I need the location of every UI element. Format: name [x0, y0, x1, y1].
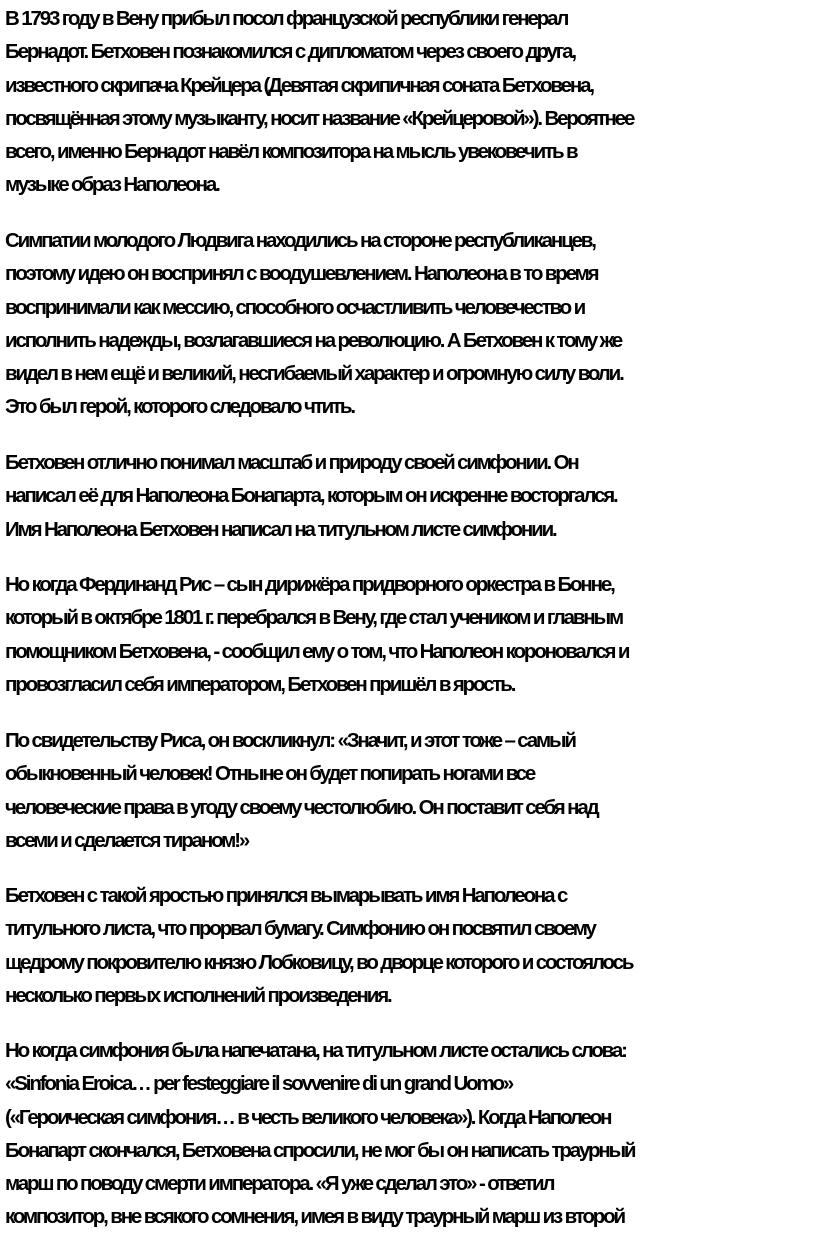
- text-line: помощником Бетховена, - сообщил ему о том, что Наполеон короновался и: [5, 639, 629, 663]
- text-line: («Героическая симфония… в честь великого человека»). Когда Наполеон: [5, 1105, 611, 1129]
- text-line: Имя Наполеона Бетховен написал на титульном листе симфонии.: [5, 517, 556, 541]
- text-line: Бетховен с такой яростью принялся вымарывать имя Наполеона с: [5, 884, 567, 907]
- text-line: Но когда Фердинанд Рис – сын дирижёра придворного оркестра в Бонне,: [5, 573, 614, 596]
- text-line: Но когда симфония была напечатана, на титульном листе остались слова:: [5, 1039, 626, 1062]
- text-line: В 1793 году в Вену прибыл посол французской республики генерал: [5, 7, 568, 30]
- text-line: Бетховен отлично понимал масштаб и природу своей симфонии. Он: [5, 451, 578, 474]
- text-line: исполнить надежды, возлагавшиеся на революцию. А Бетховен к тому же: [5, 328, 622, 352]
- text-line: Бонапарт скончался, Бетховена спросили, не мог бы он написать траурный: [5, 1138, 635, 1162]
- text-line: несколько первых исполнений произведения.: [5, 983, 391, 1007]
- paragraph-5: [5, 724, 816, 857]
- text-line: посвящённая этому музыканту, носит название «Крейцеровой»). Вероятнее: [5, 106, 634, 130]
- text-line: щедрому покровителю князю Лобковицу, во дворце которого и состоялось: [5, 950, 633, 974]
- text-line: Симпатии молодого Людвига находились на стороне республиканцев,: [5, 229, 595, 252]
- text-line: марш по поводу смерти императора. «Я уже сделал это» - ответил: [5, 1172, 554, 1196]
- text-line: всего, именно Бернадот навёл композитора на мысль увековечить в: [5, 140, 577, 164]
- text-line: провозгласил себя императором, Бетховен пришёл в ярость.: [5, 672, 515, 696]
- text-line: По свидетельству Риса, он воскликнул: «Значит, и этот тоже – самый: [5, 729, 575, 752]
- text-line: обыкновенный человек! Отныне он будет попирать ногами все: [5, 762, 535, 786]
- text-line: всеми и сделается тираном!»: [5, 828, 249, 852]
- text-line: известного скрипача Крейцера (Девятая скрипичная соната Бетховена,: [5, 73, 593, 97]
- paragraph-3: [5, 446, 816, 546]
- text-line: написал её для Наполеона Бонапарта, которым он искренне восторгался.: [5, 484, 617, 508]
- text-line: музыке образ Наполеона.: [5, 173, 219, 197]
- text-line: титульного листа, что прорвал бумагу. Симфонию он посвятил своему: [5, 917, 595, 941]
- text-line: композитор, вне всякого сомнения, имея в виду траурный марш из второй: [5, 1205, 625, 1229]
- text-line: Бернадот. Бетховен познакомился с дипломатом через своего друга,: [5, 40, 575, 64]
- paragraph-4: [5, 568, 816, 701]
- paragraph-2: [5, 224, 816, 424]
- text-line: Это был герой, которого следовало чтить.: [5, 395, 354, 419]
- text-line: видел в нем ещё и великий, несгибаемый характер и огромную силу воли.: [5, 362, 623, 386]
- text-line: воспринимали как мессию, способного осчастливить человечество и: [5, 295, 585, 319]
- text-line: «Sinfonia Eroica… per festeggiare il sovvenire di un grand Uomo»: [5, 1072, 513, 1096]
- paragraph-7: [5, 1034, 816, 1234]
- text-line: поэтому идею он воспринял с воодушевлением. Наполеона в то время: [5, 262, 598, 286]
- text-line: который в октябре 1801 г. перебрался в Вену, где стал учеником и главным: [5, 606, 622, 630]
- text-line: человеческие права в угоду своему честолюбию. Он поставит себя над: [5, 795, 598, 819]
- paragraph-6: [5, 879, 816, 1012]
- paragraph-1: [5, 2, 816, 202]
